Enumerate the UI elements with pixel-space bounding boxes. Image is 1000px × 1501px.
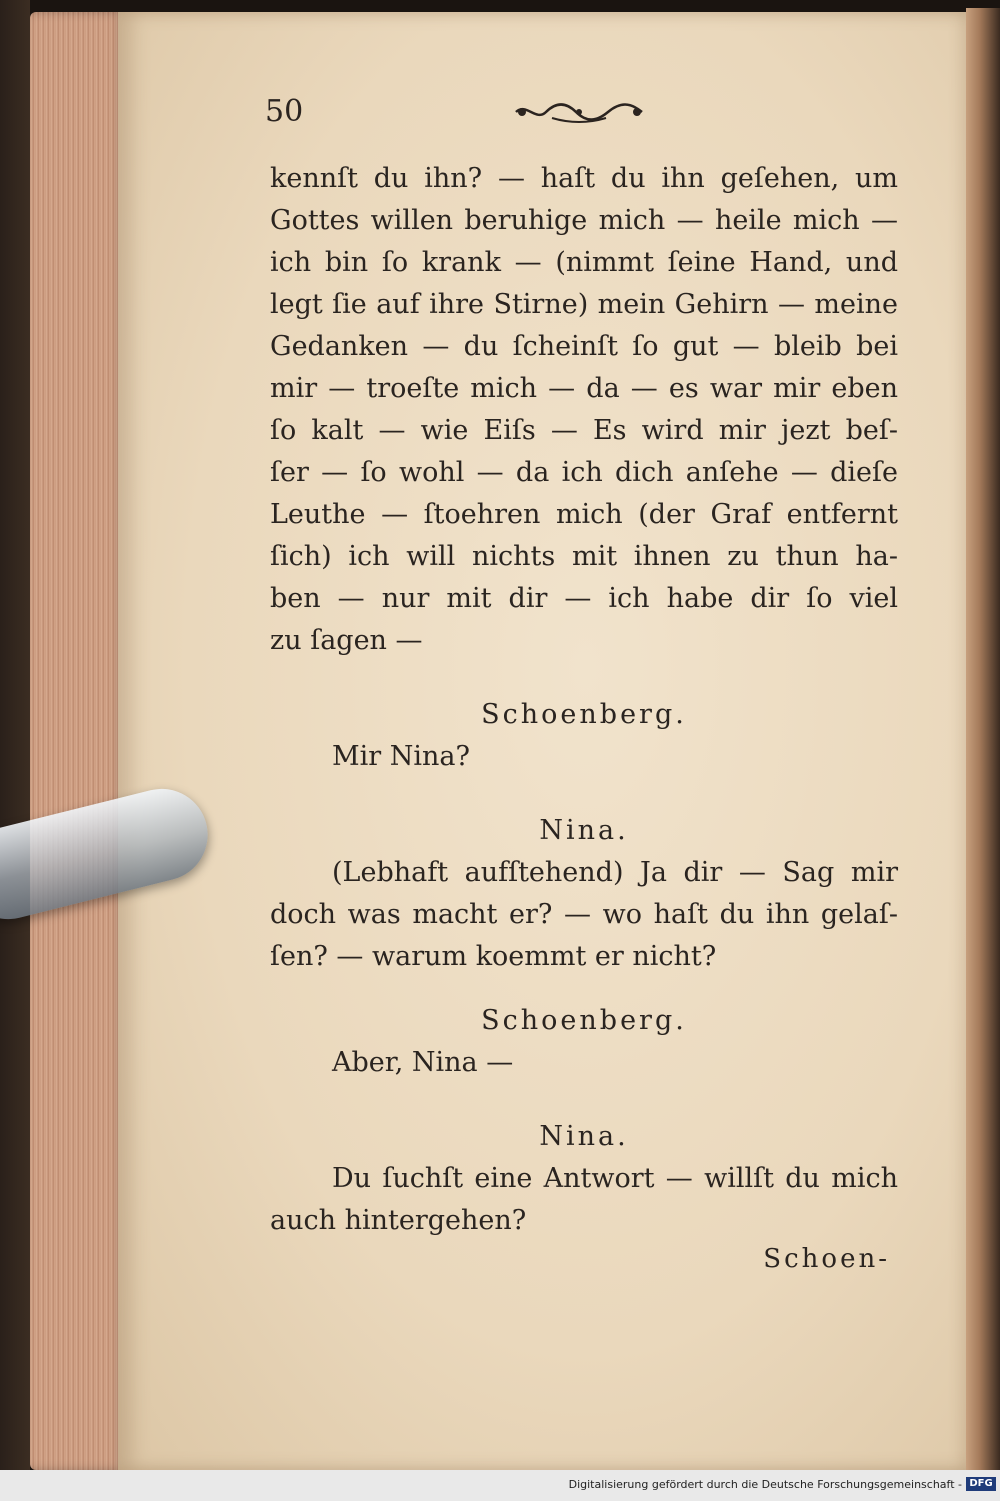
speech-line: auch hintergehen? <box>270 1205 527 1236</box>
text-line: Gottes willen beruhige mich — heile mich — <box>270 205 898 236</box>
text-line: ich bin ſo krank — (nimmt ſeine Hand, und <box>270 247 898 278</box>
text-line: Gedanken — du ſcheinſt ſo gut — bleib bei <box>270 331 898 362</box>
speaker-name: Nina. <box>539 1121 629 1152</box>
catchword: Schoen- <box>763 1244 890 1274</box>
dfg-logo-icon: DFG <box>966 1477 996 1491</box>
book-right-edge <box>966 8 1000 1470</box>
text-line: zu ſagen — <box>270 625 423 656</box>
speaker-name: Nina. <box>539 815 629 846</box>
ornament-icon <box>512 100 647 124</box>
page-text <box>270 158 898 1242</box>
text-line: kennſt du ihn? — haſt du ihn geſehen, um <box>270 163 898 194</box>
text-line: ben — nur mit dir — ich habe dir ſo viel <box>270 583 898 614</box>
speech-line: ſen? — warum koemmt er nicht? <box>270 941 717 972</box>
text-line: ſo kalt — wie Eiſs — Es wird mir jezt beſ- <box>270 415 898 446</box>
text-line: legt ſie auf ihre Stirne) mein Gehirn — meine <box>270 289 898 320</box>
speech-line: Mir Nina? <box>332 741 470 772</box>
speech-line: (Lebhaft aufſtehend) Ja dir — Sag mir <box>332 857 898 888</box>
book-cover-edge <box>0 0 30 1480</box>
text-line: ſer — ſo wohl — da ich dich anſehe — dieſe <box>270 457 898 488</box>
text-line: mir — troeſte mich — da — es war mir eben <box>270 373 898 404</box>
footer-note: Digitalisierung gefördert durch die Deutsche Forschungsgemeinschaft - <box>568 1478 962 1491</box>
text-line: Leuthe — ſtoehren mich (der Graf entfernt <box>270 499 898 530</box>
speech-line: Du ſuchſt eine Antwort — willſt du mich <box>332 1163 898 1194</box>
speaker-name: Schoenberg. <box>481 1005 687 1036</box>
speaker-name: Schoenberg. <box>481 699 687 730</box>
text-line: ſich) ich will nichts mit ihnen zu thun ha- <box>270 541 898 572</box>
speech-line: Aber, Nina — <box>332 1047 514 1078</box>
page-stack-edge <box>30 12 125 1470</box>
speech-line: doch was macht er? — wo haſt du ihn gelaſ- <box>270 899 898 930</box>
page-number: 50 <box>265 94 304 129</box>
